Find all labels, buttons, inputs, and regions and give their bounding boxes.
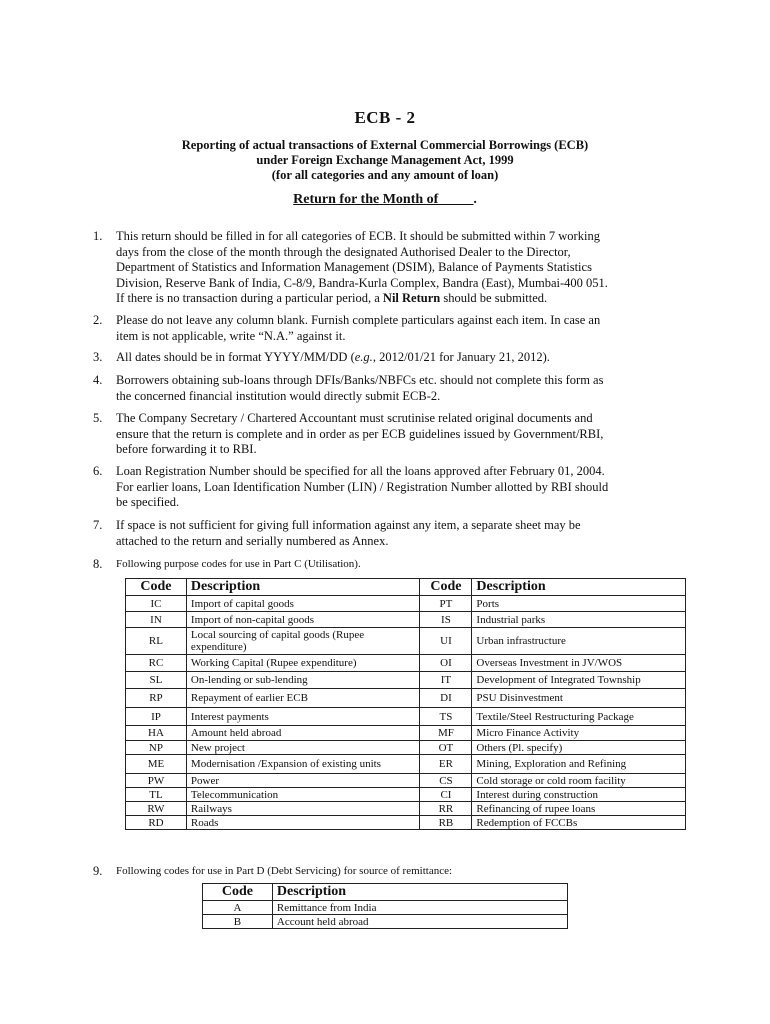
table-row bbox=[126, 596, 686, 612]
code-cell: TL bbox=[126, 788, 187, 802]
code-cell: MF bbox=[420, 726, 472, 741]
purpose-codes-table bbox=[125, 578, 686, 830]
description-cell: Railways bbox=[186, 802, 420, 816]
code-cell: HA bbox=[126, 726, 187, 741]
description-cell: Mining, Exploration and Refining bbox=[472, 755, 686, 774]
code-cell: A bbox=[203, 901, 273, 915]
description-cell: Cold storage or cold room facility bbox=[472, 774, 686, 788]
table-row bbox=[126, 741, 686, 755]
description-cell: Power bbox=[186, 774, 420, 788]
col-header-description: Description bbox=[272, 884, 567, 901]
description-cell: Development of Integrated Township bbox=[472, 672, 686, 689]
table-row bbox=[203, 901, 568, 915]
description-cell: Working Capital (Rupee expenditure) bbox=[186, 655, 420, 672]
col-header-code: Code bbox=[203, 884, 273, 901]
document-page: ECB - 2 Reporting of actual transactions of External Commercial Borrowings (ECB) under Foreign Exchange Management Act, 1999 (for all categories and any amount of loan) Return for the Month of_____. 1. This return should be filled in for all categories of ECB. It should be submitted within 7 working days from the close of the month through the designated Authorised Dealer to the Director, Department of Statistics and Information Management (DSIM), Balance of Payments Statistics Division, Reserve Bank of India, C-8/9, Bandra-Kurla Complex, Bandra (East), Mumbai-400 051. If there is no transaction during a particular period, a Nil Return should be submitted. 2. Please do not leave any column blank. Furnish complete particulars against each item. In case an item is not applicable, write “N.A.” against it. 3. All dates should be in format YYYY/MM/DD (e.g., 2012/01/21 for January 21, 2012). 4. Borrowers obtaining sub-loans through DFIs/Banks/NBFCs etc. should not complete this form as the concerned financial institution would directly submit ECB-2. 5. The Company Secretary / Chartered Accountant must scrutinise related original documents and ensure that the return is complete and in order as per ECB guidelines issued by Government/RBI, before forwarding it to RBI. 6. Loan Registration Number should be specified for all the loans approved after February 01, 2004. For earlier loans, Loan Identification Number (LIN) / Registration Number allotted by RBI should be specified. 7. If space is not sufficient for giving full information against any item, a separate sheet may be attached to the return and serially numbered as Annex. 8. Following purpose codes for use in Part C (Utilisation). Code Description Code Description IC Import of capital goods PT Ports IN Import of non-capital goods IS Industrial parks RL Local sourcing of capital goods (Rupee expenditure) UI Urban infrastructure RC Working Capital (Rupee expenditure) OI Overseas Investment in JV/WOS SL On-lending or sub-lending IT Development of Integrated Township RP Repayment of earlier ECB DI PSU Disinvestment IP Interest payments TS Textile/Steel Restructuring Package HA Amount held abroad MF Micro Finance Activity NP New project OT Others (Pl. specify) ME Modernisation /Expansion of existing units ER Mining, Exploration and Refining PW Power CS Cold storage or cold room facility TL Telecommunication CI Interest during construction RW Railways RR Refinancing of rupee loans RD Roads RB Redemption of FCCBs 9. Following codes for use in Part D (Debt Servicing) for source of remittance: Code Description A Remittance from India B Account held abroad bbox=[0, 0, 770, 1024]
table-row bbox=[126, 816, 686, 830]
code-cell: IP bbox=[126, 708, 187, 726]
table-row bbox=[126, 726, 686, 741]
description-cell: Amount held abroad bbox=[186, 726, 420, 741]
description-cell: Modernisation /Expansion of existing units bbox=[186, 755, 420, 774]
code-cell: OI bbox=[420, 655, 472, 672]
description-cell: Import of non-capital goods bbox=[186, 612, 420, 628]
code-cell: IT bbox=[420, 672, 472, 689]
table-row bbox=[126, 672, 686, 689]
code-cell: RW bbox=[126, 802, 187, 816]
code-cell: ER bbox=[420, 755, 472, 774]
table-row bbox=[203, 915, 568, 929]
return-label: Return for the Month of bbox=[293, 192, 439, 207]
code-cell: PW bbox=[126, 774, 187, 788]
table-row bbox=[126, 774, 686, 788]
code-cell: RD bbox=[126, 816, 187, 830]
description-cell: Telecommunication bbox=[186, 788, 420, 802]
description-cell: Repayment of earlier ECB bbox=[186, 689, 420, 708]
description-cell: Textile/Steel Restructuring Package bbox=[472, 708, 686, 726]
description-cell: On-lending or sub-lending bbox=[186, 672, 420, 689]
description-cell: Micro Finance Activity bbox=[472, 726, 686, 741]
code-cell: PT bbox=[420, 596, 472, 612]
code-cell: DI bbox=[420, 689, 472, 708]
description-cell: Overseas Investment in JV/WOS bbox=[472, 655, 686, 672]
description-cell: Industrial parks bbox=[472, 612, 686, 628]
description-cell: Account held abroad bbox=[272, 915, 567, 929]
table-row bbox=[126, 802, 686, 816]
description-cell: Local sourcing of capital goods (Rupee expenditure) bbox=[186, 628, 420, 655]
code-cell: RB bbox=[420, 816, 472, 830]
description-cell: Remittance from India bbox=[272, 901, 567, 915]
code-cell: CS bbox=[420, 774, 472, 788]
table-row bbox=[126, 689, 686, 708]
code-cell: ME bbox=[126, 755, 187, 774]
code-cell: IC bbox=[126, 596, 187, 612]
code-cell: B bbox=[203, 915, 273, 929]
return-blank: _____ bbox=[438, 192, 474, 207]
description-cell: Others (Pl. specify) bbox=[472, 741, 686, 755]
code-cell: NP bbox=[126, 741, 187, 755]
description-cell: Interest during construction bbox=[472, 788, 686, 802]
code-cell: OT bbox=[420, 741, 472, 755]
code-cell: UI bbox=[420, 628, 472, 655]
code-cell: RC bbox=[126, 655, 187, 672]
return-end: . bbox=[473, 192, 477, 207]
description-cell: Import of capital goods bbox=[186, 596, 420, 612]
subtitle-line-1: Reporting of actual transactions of External Commercial Borrowings (ECB) bbox=[181, 138, 589, 152]
code-cell: RR bbox=[420, 802, 472, 816]
table-row bbox=[126, 612, 686, 628]
form-title: ECB - 2 bbox=[354, 108, 416, 127]
code-cell: SL bbox=[126, 672, 187, 689]
table-row bbox=[126, 755, 686, 774]
code-cell: IN bbox=[126, 612, 187, 628]
description-cell: Urban infrastructure bbox=[472, 628, 686, 655]
description-cell: Redemption of FCCBs bbox=[472, 816, 686, 830]
description-cell: Refinancing of rupee loans bbox=[472, 802, 686, 816]
table-row bbox=[126, 708, 686, 726]
code-cell: TS bbox=[420, 708, 472, 726]
col-header-description: Description bbox=[472, 579, 686, 596]
table-row bbox=[126, 788, 686, 802]
col-header-code: Code bbox=[126, 579, 187, 596]
col-header-description: Description bbox=[186, 579, 420, 596]
col-header-code: Code bbox=[420, 579, 472, 596]
code-cell: IS bbox=[420, 612, 472, 628]
description-cell: PSU Disinvestment bbox=[472, 689, 686, 708]
code-cell: RL bbox=[126, 628, 187, 655]
nil-return-text: Nil Return bbox=[382, 291, 441, 306]
description-cell: New project bbox=[186, 741, 420, 755]
return-month-heading bbox=[0, 192, 770, 208]
table-row bbox=[126, 628, 686, 655]
table-row bbox=[126, 655, 686, 672]
description-cell: Interest payments bbox=[186, 708, 420, 726]
code-cell: RP bbox=[126, 689, 187, 708]
code-cell: CI bbox=[420, 788, 472, 802]
remittance-codes-table bbox=[202, 883, 568, 929]
subtitle-line-3: (for all categories and any amount of loan) bbox=[271, 168, 499, 182]
subtitle-line-2: under Foreign Exchange Management Act, 1999 bbox=[256, 153, 514, 167]
description-cell: Ports bbox=[472, 596, 686, 612]
description-cell: Roads bbox=[186, 816, 420, 830]
